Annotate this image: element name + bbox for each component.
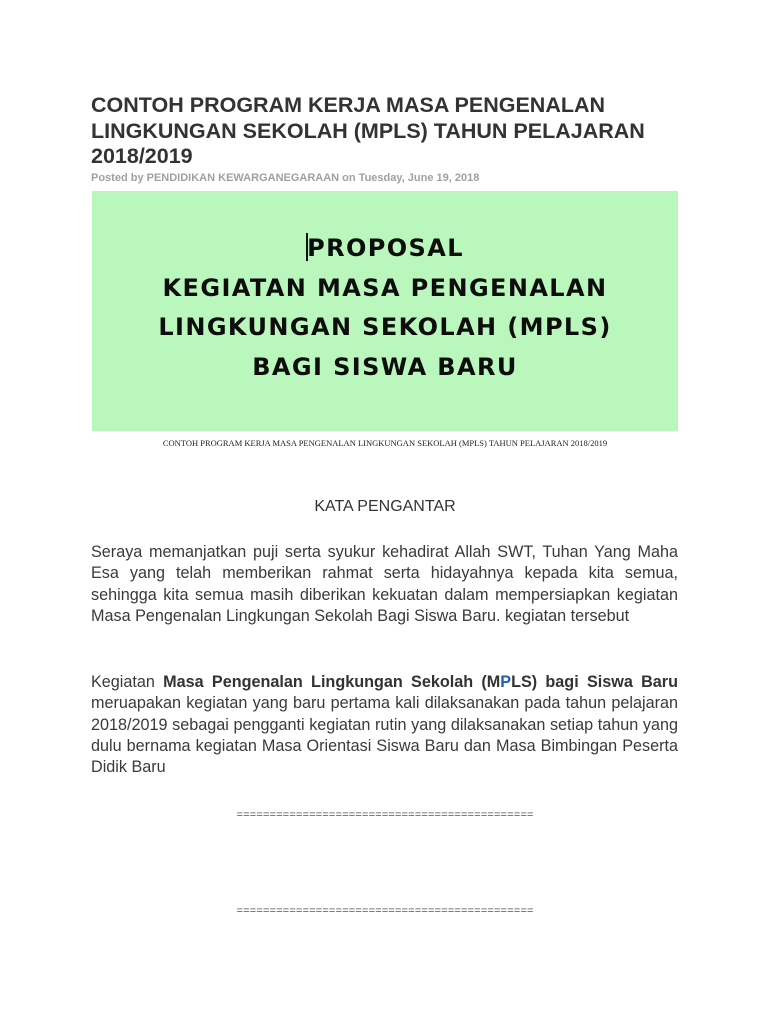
paragraph-mpls [91,672,678,778]
banner-line-1-text: PROPOSAL [307,234,464,262]
paragraph-intro: Seraya memanjatkan puji serta syukur kehadirat Allah SWT, Tuhan Yang Maha Esa yang telah memberikan rahmat serta hidayahnya kepada kita semua, sehingga kita semua masih diberikan kekuatan dalam mempersiapkan kegiatan Masa Pengenalan Lingkungan Sekolah Bagi Siswa Baru. kegiatan tersebut [91,543,678,625]
paragraph-rest: meruapakan kegiatan yang baru pertama kali dilaksanakan pada tahun pelajaran 2018/2019 sebagai pengganti kegiatan rutin yang dilaksanakan setiap tahun yang dulu bernama kegiatan Masa Orientasi Siswa Baru dan Masa Bimbingan Peserta Didik Baru [91,694,678,777]
banner-line-3: LINGKUNGAN SEKOLAH (MPLS) [158,313,612,341]
mpls-bold-text [163,673,678,691]
image-caption: CONTOH PROGRAM KERJA MASA PENGENALAN LINGKUNGAN SEKOLAH (MPLS) TAHUN PELAJARAN 2018/2019 [162,438,608,448]
banner-line-1 [92,229,678,269]
mpls-bold-part-b: LS) bagi Siswa Baru [511,673,678,691]
paragraph-lead: Kegiatan [91,673,164,691]
banner-line-4: BAGI SISWA BARU [252,352,518,381]
section-heading: KATA PENGANTAR [314,498,456,515]
separator-line-1: ============================================= [236,810,534,822]
separator-line-2: ============================================= [236,906,534,918]
banner-line-2: KEGIATAN MASA PENGENALAN [162,273,608,302]
proposal-banner-image [92,191,678,431]
mpls-bold-part-a: Masa Pengenalan Lingkungan Sekolah (M [163,673,501,691]
post-title[interactable]: CONTOH PROGRAM KERJA MASA PENGENALAN LINGKUNGAN SEKOLAH (MPLS) TAHUN PELAJARAN 2018/2019 [91,93,645,168]
post-meta: Posted by PENDIDIKAN KEWARGANEGARAAN on Tuesday, June 19, 2018 [91,172,480,184]
mpls-blue-letter: P [500,673,512,691]
